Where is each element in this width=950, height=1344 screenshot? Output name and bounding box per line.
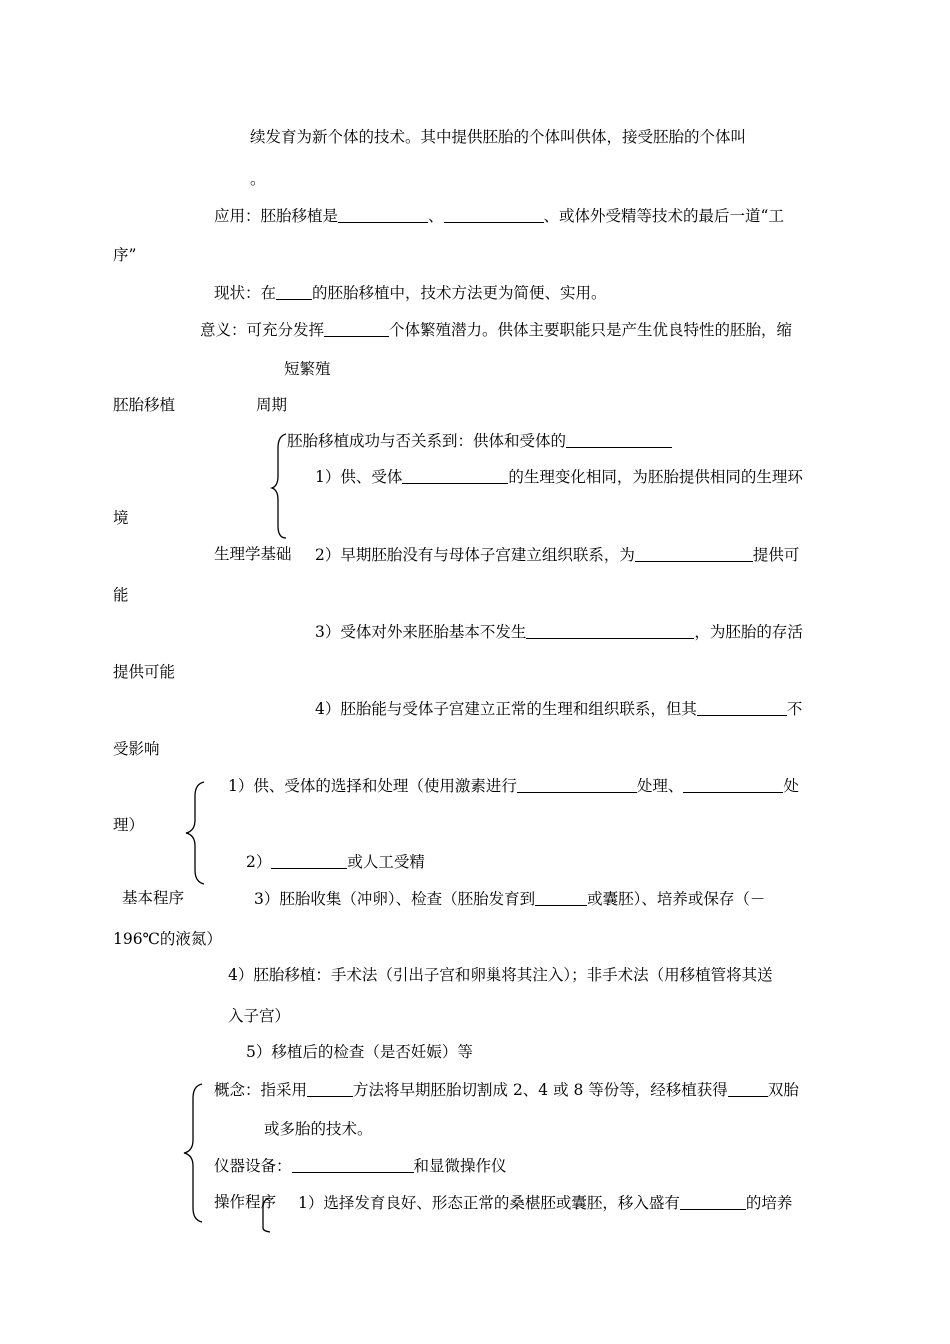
procedure-step-2: [246, 854, 425, 871]
procedure-step-2-suffix: 或人工受精: [347, 853, 425, 871]
splitting-concept-blank-2[interactable]: [728, 1082, 768, 1097]
application-blank-2[interactable]: [444, 208, 544, 223]
procedure-step-3-cont: 196℃的液氮）: [113, 930, 222, 948]
application-prefix: 应用：胚胎移植是: [214, 207, 339, 225]
physiology-item-4-prefix: 4）胚胎能与受体子宫建立正常的生理和组织联系，但其: [315, 700, 697, 718]
splitting-brace: [182, 1082, 206, 1224]
procedure-step-5: 5）移植后的检查（是否妊娠）等: [246, 1043, 473, 1061]
splitting-concept-prefix: 概念：指采用: [214, 1081, 308, 1099]
physiology-item-4-cont: 受影响: [113, 740, 160, 758]
application-suffix: 、或体外受精等技术的最后一道“工: [543, 207, 784, 225]
physiology-item-1-suffix: 的生理变化相同，为胚胎提供相同的生理环: [508, 468, 803, 486]
splitting-operation-step-1-prefix: 1）选择发育良好、形态正常的桑椹胚或囊胚，移入盛有: [298, 1194, 680, 1212]
physiology-item-2-prefix: 2）早期胚胎没有与母体子宫建立组织联系，为: [315, 546, 635, 564]
procedure-step-1-prefix: 1）供、受体的选择和处理（使用激素进行: [228, 777, 517, 795]
splitting-operation-step-1-blank[interactable]: [680, 1195, 746, 1210]
physiology-item-2-blank[interactable]: [635, 547, 753, 562]
application-blank-1[interactable]: [338, 208, 428, 223]
status-line: [214, 285, 607, 302]
embryo-transfer-label: 胚胎移植: [113, 396, 176, 414]
splitting-equipment-suffix: 和显微操作仪: [413, 1157, 507, 1175]
splitting-operation-step-1-suffix: 的培养: [745, 1194, 793, 1212]
physiology-item-3-blank[interactable]: [526, 624, 694, 639]
physiology-item-3-prefix: 3）受体对外来胚胎基本不发生: [315, 623, 527, 641]
procedure-step-1-mid: 处理、: [636, 777, 684, 795]
procedure-brace: [184, 780, 208, 886]
significance-line: [200, 322, 792, 339]
splitting-concept: [214, 1082, 799, 1099]
significance-blank[interactable]: [324, 322, 389, 337]
splitting-equipment-blank[interactable]: [292, 1158, 414, 1173]
procedure-step-1: [228, 778, 799, 795]
splitting-equipment-prefix: 仪器设备：: [214, 1157, 292, 1175]
physiology-item-1: [315, 469, 803, 486]
procedure-step-3-prefix: 3）胚胎收集（冲卵）、检查（胚胎发育到: [254, 890, 536, 908]
physiology-item-2-suffix: 提供可: [752, 546, 800, 564]
splitting-operation-label: 操作程序: [214, 1193, 277, 1211]
splitting-operation-step-1: [298, 1195, 792, 1212]
procedure-step-3-suffix: 或囊胚）、培养或保存（－: [587, 890, 766, 908]
physiology-item-4-suffix: 不: [786, 700, 803, 718]
application-cont: 序”: [113, 246, 137, 264]
physiology-item-3: [315, 624, 803, 641]
status-blank[interactable]: [276, 285, 312, 300]
procedure-step-2-blank[interactable]: [271, 854, 347, 869]
procedure-step-1-suffix: 处: [783, 777, 799, 795]
splitting-concept-mid: 方法将早期胚胎切割成 2、4 或 8 等份等，经移植获得: [353, 1081, 728, 1099]
physiology-item-2: [315, 547, 799, 564]
significance-prefix: 意义：可充分发挥: [200, 321, 325, 339]
physiology-item-3-suffix: ，为胚胎的存活: [694, 623, 803, 641]
physiology-label: 生理学基础: [214, 545, 292, 563]
procedure-step-2-prefix: 2）: [246, 853, 272, 871]
significance-suffix: 个体繁殖潜力。供体主要职能只是产生优良特性的胚胎，缩: [389, 321, 793, 339]
physiology-success-prefix: 胚胎移植成功与否关系到：供体和受体的: [287, 432, 567, 450]
physiology-success-blank[interactable]: [566, 433, 672, 448]
splitting-concept-cont: 或多胎的技术。: [264, 1120, 373, 1138]
physiology-item-1-cont: 境: [113, 509, 129, 527]
splitting-concept-suffix: 双胎: [767, 1081, 799, 1099]
physiology-item-4: [315, 701, 802, 718]
splitting-concept-blank-1[interactable]: [307, 1082, 353, 1097]
procedure-step-3-blank[interactable]: [535, 891, 587, 906]
significance-line-2: 短繁殖: [284, 360, 331, 378]
status-suffix: 的胚胎移植中，技术方法更为简便、实用。: [312, 284, 607, 302]
procedure-step-4: 4）胚胎移植：手术法（引出子宫和卵巢将其注入）；非手术法（用移植管将其送: [228, 966, 773, 984]
procedure-step-1-blank-2[interactable]: [683, 778, 783, 793]
physiology-item-2-cont: 能: [113, 586, 129, 604]
application-line: [214, 208, 784, 225]
procedure-step-3: [254, 891, 765, 908]
physiology-item-1-blank[interactable]: [402, 469, 508, 484]
physiology-item-4-blank[interactable]: [697, 701, 787, 716]
procedure-step-1-blank-1[interactable]: [517, 778, 637, 793]
procedure-step-1-cont: 理）: [113, 816, 145, 834]
intro-line-1: 续发育为新个体的技术。其中提供胚胎的个体叫供体，接受胚胎的个体叫: [250, 128, 747, 146]
procedure-step-4-cont: 入子宫）: [228, 1007, 291, 1025]
significance-line-3: 周期: [256, 396, 288, 414]
status-prefix: 现状：在: [214, 284, 277, 302]
intro-line-2: 。: [250, 170, 266, 188]
procedure-label: 基本程序: [122, 889, 185, 907]
application-sep: 、: [428, 207, 444, 225]
splitting-operation-brace: [258, 1196, 274, 1232]
physiology-success-line: [287, 433, 672, 450]
physiology-item-3-cont: 提供可能: [113, 663, 176, 681]
physiology-item-1-prefix: 1）供、受体: [315, 468, 403, 486]
splitting-equipment: [214, 1158, 507, 1175]
